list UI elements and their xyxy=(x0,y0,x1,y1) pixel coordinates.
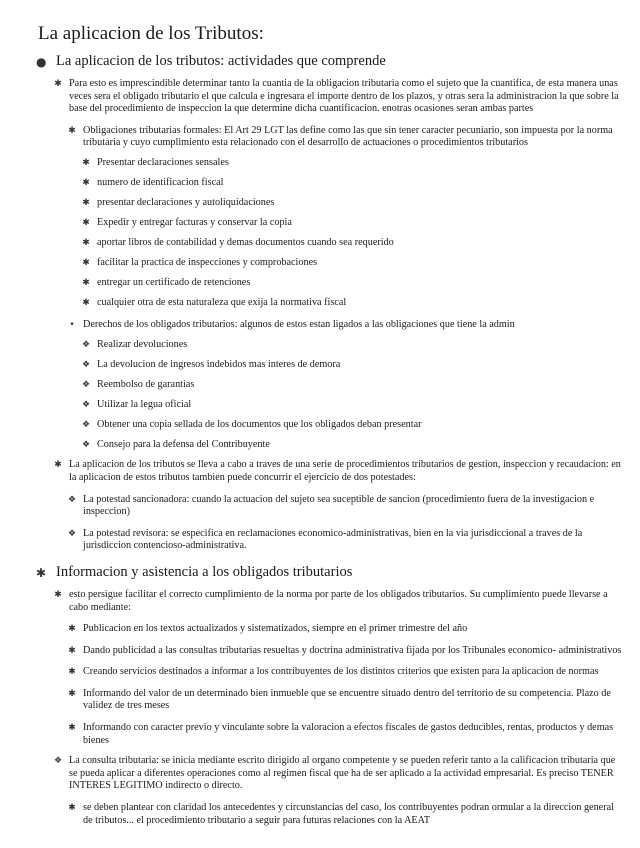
section-heading-aplicacion xyxy=(38,52,624,70)
list-item xyxy=(38,623,624,636)
paragraph-text: Para esto es imprescindible determinar tanto la cuantia de la obligacion tributaria como el sujeto que la cuantifica, de esta manera unas veces sera el obligado tributario el que calcula e ingresara el importe dentro de los plazos, y otras sera la administracion la que sobre la base del procedimiento de inspeccion la que determine dicha cuantificacion. enotras ocasiones seran ambas partes xyxy=(69,78,619,115)
list-item xyxy=(38,339,624,352)
list-item-consulta-tributaria xyxy=(38,755,624,793)
section-heading-text: Informacion y asistencia a los obligados tributarios xyxy=(56,563,353,580)
list-item xyxy=(38,645,624,658)
star-bullet-icon: ✱ xyxy=(82,258,90,269)
list-item-text: Realizar devoluciones xyxy=(97,338,188,350)
list-item xyxy=(38,439,624,452)
list-item-procedimientos xyxy=(38,459,624,484)
star-bullet-icon: ✱ xyxy=(82,218,90,229)
diamond-bullet-icon: ❖ xyxy=(53,756,63,767)
list-item xyxy=(38,666,624,679)
paragraph-text: Obligaciones tributarias formales: El Art 29 LGT las define como las que sin tener caracter pecuniario, son impuesta por la norma tributaria y cuyo cumplimiento esta relacionado con el desarrollo de actuaciones o procedimientos tributarios xyxy=(83,124,613,149)
list-item xyxy=(38,688,624,713)
diamond-bullet-icon: ❖ xyxy=(81,339,91,350)
list-item-text: entregar un certificado de retenciones xyxy=(97,277,251,289)
list-item xyxy=(38,399,624,412)
star-bullet-icon: ✱ xyxy=(82,278,90,289)
star-bullet-icon: ✱ xyxy=(68,723,76,734)
diamond-bullet-icon: ❖ xyxy=(81,379,91,390)
star-bullet-icon: ✱ xyxy=(54,589,62,600)
paragraph-text: La aplicacion de los tributos se lleva a cabo a traves de una serie de procedimientos tributarios de gestion, inspeccion y recaudacion: en la aplicacion de estos tributos tambien puede concurrir el ejercicio de dos potestades: xyxy=(69,459,621,483)
star-bullet-icon: ✱ xyxy=(68,803,76,814)
list-item xyxy=(38,802,624,827)
star-bullet-icon: ✱ xyxy=(68,624,76,635)
list-item-text: La devolucion de ingresos indebidos mas interes de demora xyxy=(97,358,341,370)
star-bullet-icon: ✱ xyxy=(54,460,62,471)
list-item xyxy=(38,157,624,170)
dot-bullet-icon: • xyxy=(69,319,75,330)
list-item-text: Informando con caracter previo y vinculante sobre la valoracion a efectos fiscales de gastos deducibles, rentas, productos y demas bienes xyxy=(83,722,614,746)
diamond-bullet-icon: ❖ xyxy=(81,419,91,430)
paragraph-text: esto persigue facilitar el correcto cumplimiento de la norma por parte de los obligados tributarios. Su cumplimiento puede llevarse a cabo mediante: xyxy=(69,588,608,613)
diamond-bullet-icon: ❖ xyxy=(81,399,91,410)
star-bullet-icon: ✱ xyxy=(82,198,90,209)
list-item-text: Expedir y entregar facturas y conservar la copia xyxy=(97,217,292,229)
diamond-bullet-icon: ❖ xyxy=(67,494,77,505)
section-heading-informacion xyxy=(38,563,624,581)
list-item xyxy=(38,277,624,290)
list-item xyxy=(38,177,624,190)
star-bullet-icon: ✱ xyxy=(68,667,76,678)
dot-bullet-icon: ● xyxy=(36,55,47,69)
star-bullet-icon: ✱ xyxy=(82,158,90,169)
list-item xyxy=(38,217,624,230)
list-item xyxy=(38,722,624,747)
list-item-text: numero de identificacion fiscal xyxy=(97,177,224,189)
list-item-text: Informando del valor de un determinado bien inmueble que se encuentre situado dentro del territorio de su competencia. Plazo de validez de tres meses xyxy=(83,687,611,712)
list-item-obligaciones-formales xyxy=(38,125,624,150)
star-bullet-icon: ✱ xyxy=(68,688,76,699)
list-item-text: cualquier otra de esta naturaleza que exija la normativa fiscal xyxy=(97,297,347,309)
diamond-bullet-icon: ❖ xyxy=(81,359,91,370)
list-item xyxy=(38,589,624,614)
list-item xyxy=(38,297,624,310)
paragraph-text: Derechos de los obligados tributarios: algunos de estos estan ligados a las obligaciones que tiene la admin xyxy=(83,318,515,330)
star-bullet-icon: ✱ xyxy=(82,298,90,309)
list-item-text: aportar libros de contabilidad y demas documentos cuando sea requerido xyxy=(97,237,394,249)
star-bullet-icon: ✱ xyxy=(68,645,76,656)
list-item-text: facilitar la practica de inspecciones y comprobaciones xyxy=(97,257,318,269)
list-item-text: se deben plantear con claridad los antecedentes y circunstancias del caso, los contribuyentes podran ormular a la direccion general de tributos... el procedimiento tributario a seguir para futuras relaciones con la AEAT xyxy=(83,802,614,826)
list-item xyxy=(38,237,624,250)
list-item xyxy=(38,78,624,116)
list-item-derechos xyxy=(38,319,624,332)
list-item xyxy=(38,359,624,372)
paragraph-text: La consulta tributaria: se inicia mediante escrito dirigido al organo competente y se pueden referir tanto a la calificacion tributaria que se pueda aplicar a diferentes operaciones como al regimen fiscal que ha de ser aplicado a la actividad empresarial. Es preciso TENER INTERES LEGITIMO indirecto o directo. xyxy=(69,755,616,792)
list-item xyxy=(38,494,624,519)
list-item xyxy=(38,257,624,270)
list-item xyxy=(38,528,624,553)
list-item xyxy=(38,419,624,432)
list-item-text: Creando servicios destinados a informar a los contribuyentes de los distintos criterios que existen para la aplicacion de normas xyxy=(83,666,599,678)
list-item-text: presentar declaraciones y autoliquidaciones xyxy=(97,197,275,209)
star-bullet-icon: ✱ xyxy=(68,125,76,136)
list-item-text: Consejo para la defensa del Contribuyente xyxy=(97,438,270,450)
star-bullet-icon: ✱ xyxy=(36,565,47,580)
star-bullet-icon: ✱ xyxy=(82,238,90,249)
section-heading-text: La aplicacion de los tributos: actividades que comprende xyxy=(56,53,386,69)
diamond-bullet-icon: ❖ xyxy=(67,528,77,539)
list-item-text: Dando publicidad a las consultas tributarias resueltas y doctrina administrativa fijada por los Tribunales economico- administrativos xyxy=(83,644,622,656)
list-item xyxy=(38,379,624,392)
star-bullet-icon: ✱ xyxy=(54,79,62,89)
list-item-text: La potestad sancionadora: cuando la actuacion del sujeto sea suceptible de sancion (procedimiento fuera de la investigacion e inspeccion) xyxy=(83,493,595,518)
page-title: La aplicacion de los Tributos: xyxy=(38,23,264,44)
star-bullet-icon: ✱ xyxy=(82,178,90,189)
list-item xyxy=(38,197,624,210)
list-item-text: Obtener una copia sellada de los documentos que los obligados deban presentar xyxy=(97,418,422,430)
list-item-text: Presentar declaraciones sensales xyxy=(97,157,229,169)
list-item-text: La potestad revisora: se especifica en reclamaciones economico-administrativas, bien en la via jurisdiccional a traves de la jurisdiccion contencioso-administrativa. xyxy=(83,527,583,552)
list-item-text: Reembolso de garantias xyxy=(97,378,195,390)
list-item-text: Utilizar la legua oficial xyxy=(97,398,192,410)
list-item-text: Publicacion en los textos actualizados y sistematizados, siempre en el primer trimestre del año xyxy=(83,623,468,635)
diamond-bullet-icon: ❖ xyxy=(81,439,91,450)
